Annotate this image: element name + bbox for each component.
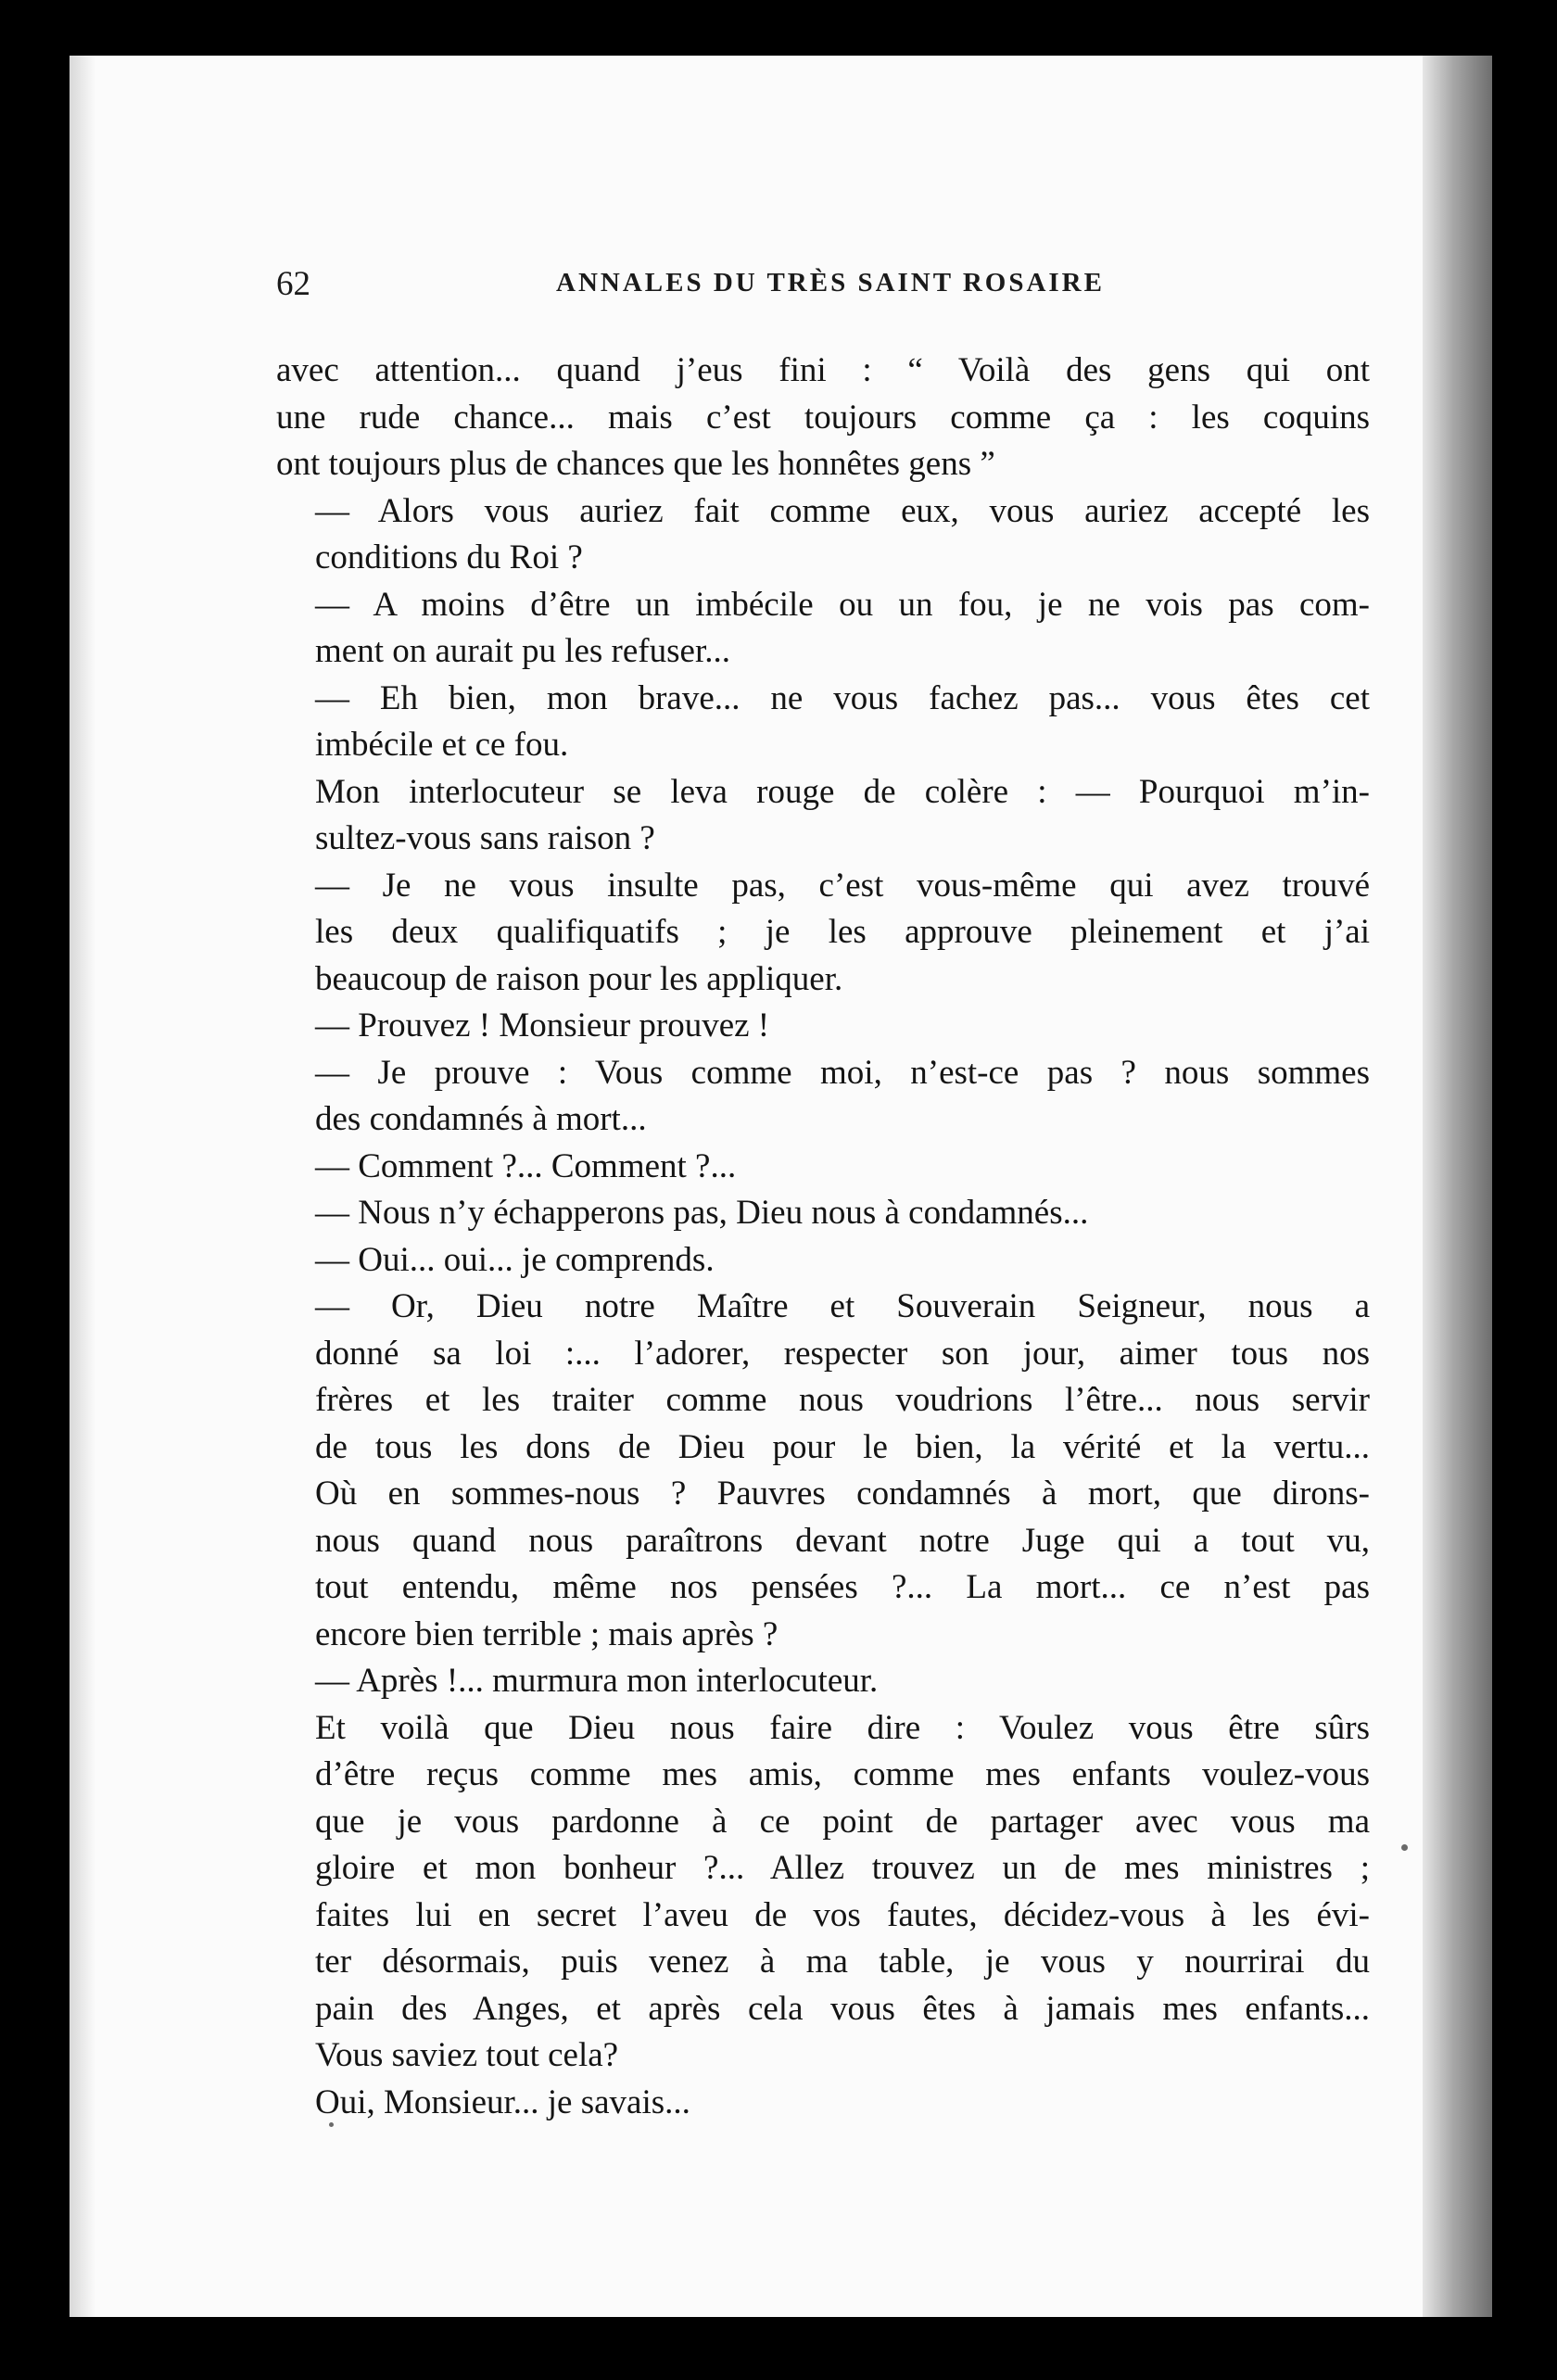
text-line: pain des Anges, et après cela vous êtes à jamais mes enfants... [315, 1989, 1370, 2028]
paragraph [276, 1237, 1370, 1285]
text-line: de tous les dons de Dieu pour le bien, la vérité et la vertu... [315, 1427, 1370, 1466]
text-line: conditions du Roi ? [315, 538, 583, 576]
text-line: d’être reçus comme mes amis, comme mes enfants voulez-vous [315, 1755, 1370, 1793]
paragraph [276, 863, 1370, 1004]
text-line: des condamnés à mort... [315, 1100, 647, 1138]
text-line: — Comment ?... Comment ?... [315, 1146, 737, 1185]
text-line: beaucoup de raison pour les appliquer. [315, 959, 843, 998]
text-line: — Je ne vous insulte pas, c’est vous-même qui avez trouvé [315, 866, 1370, 905]
paragraph [276, 1190, 1370, 1237]
text-line: donné sa loi :... l’adorer, respecter son jour, aimer tous nos [315, 1334, 1370, 1373]
text-line: frères et les traiter comme nous voudrions l’être... nous servir [315, 1381, 1370, 1419]
paragraph [276, 1003, 1370, 1050]
text-line: gloire et mon bonheur ?... Allez trouvez un de mes ministres ; [315, 1849, 1370, 1887]
paragraph [276, 2080, 1370, 2127]
text-line: Vous saviez tout cela? [315, 2036, 619, 2074]
page-left-edge [70, 56, 95, 2317]
text-line: Où en sommes-nous ? Pauvres condamnés à mort, que dirons- [315, 1475, 1370, 1513]
paragraph [276, 1705, 1370, 2080]
text-line: imbécile et ce fou. [315, 726, 569, 764]
text-line: — Nous n’y échapperons pas, Dieu nous à condamnés... [315, 1194, 1089, 1232]
text-line: — Oui... oui... je comprends. [315, 1240, 715, 1279]
text-line: tout entendu, même nos pensées ?... La mort... ce n’est pas [315, 1568, 1370, 1606]
paragraph [276, 1050, 1370, 1144]
text-line: — Alors vous auriez fait comme eux, vous auriez accepté les [315, 491, 1370, 530]
text-line: ont toujours plus de chances que les honnêtes gens ” [276, 445, 995, 483]
text-line: les deux qualifiquatifs ; je les approuve pleinement et j’ai [315, 913, 1370, 951]
body-text [276, 348, 1370, 2126]
text-line: faites lui en secret l’aveu de vos fautes, décidez-vous à les évi- [315, 1895, 1370, 1934]
text-line: — Eh bien, mon brave... ne vous fachez pas... vous êtes cet [315, 678, 1370, 717]
paragraph [276, 488, 1370, 582]
text-line: — A moins d’être un imbécile ou un fou, je ne vois pas com- [315, 585, 1370, 624]
text-line: ment on aurait pu les refuser... [315, 632, 730, 670]
paragraph [276, 348, 1370, 488]
page-number: 62 [276, 265, 310, 303]
text-line: encore bien terrible ; mais après ? [315, 1614, 778, 1653]
scan-speck [329, 2122, 334, 2127]
paragraph [276, 676, 1370, 769]
text-line: Mon interlocuteur se leva rouge de colère : — Pourquoi m’in- [315, 772, 1370, 811]
text-line: — Or, Dieu notre Maître et Souverain Seigneur, nous a [315, 1287, 1370, 1325]
page-right-edge-shadow [1423, 56, 1492, 2317]
text-line: — Prouvez ! Monsieur prouvez ! [315, 1006, 770, 1044]
running-title: ANNALES DU TRÈS SAINT ROSAIRE [556, 268, 1105, 298]
text-line: nous quand nous paraîtrons devant notre Juge qui a tout vu, [315, 1521, 1370, 1560]
text-line: ter désormais, puis venez à ma table, je vous y nourrirai du [315, 1943, 1370, 1981]
paragraph [276, 1658, 1370, 1705]
text-line: — Je prouve : Vous comme moi, n’est-ce pas ? nous sommes [315, 1053, 1370, 1092]
paragraph [276, 1144, 1370, 1191]
text-line: avec attention... quand j’eus fini : “ Voilà des gens qui ont [276, 351, 1370, 389]
paragraph [276, 582, 1370, 676]
text-line: — Après !... murmura mon interlocuteur. [315, 1662, 879, 1700]
paragraph [276, 1284, 1370, 1658]
text-line: que je vous pardonne à ce point de partager avec vous ma [315, 1802, 1370, 1841]
text-line: Et voilà que Dieu nous faire dire : Voulez vous être sûrs [315, 1708, 1370, 1747]
paragraph [276, 769, 1370, 863]
text-line: une rude chance... mais c’est toujours comme ça : les coquins [276, 398, 1370, 437]
text-line: sultez-vous sans raison ? [315, 819, 655, 857]
running-head [276, 264, 1379, 329]
text-line: Oui, Monsieur... je savais... [315, 2082, 690, 2121]
scan-speck [1401, 1844, 1408, 1851]
